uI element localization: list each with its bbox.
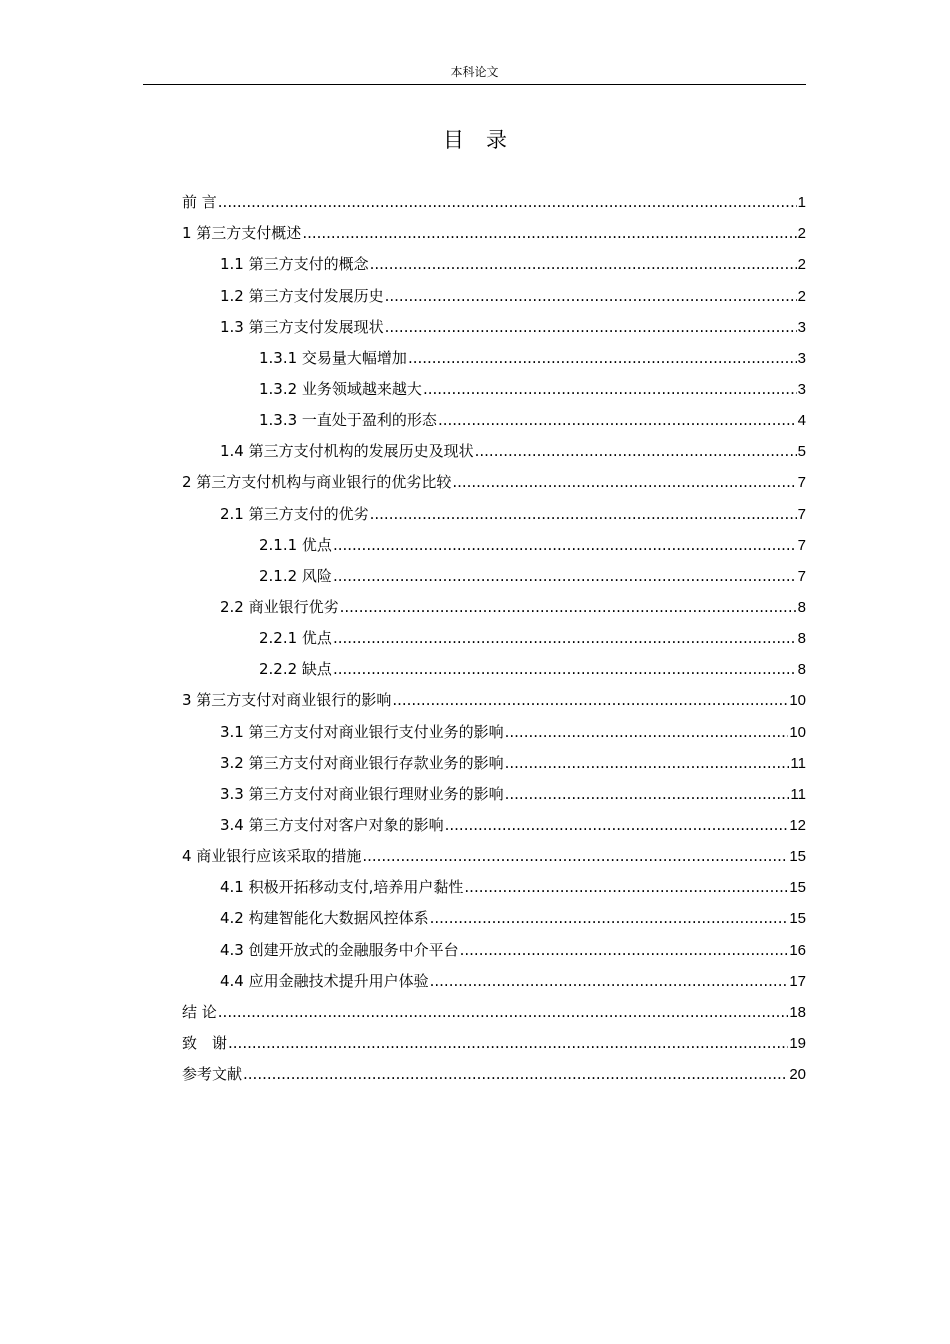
toc-entry[interactable]: [182, 592, 806, 623]
toc-entry-page-number: 8: [797, 598, 806, 616]
toc-entry-label: 1.3.2 业务领域越来越大: [259, 379, 422, 398]
toc-dot-leader: [430, 966, 789, 997]
toc-entry-label: 4.1 积极开拓移动支付,培养用户黏性: [220, 878, 464, 897]
toc-dot-leader: [408, 343, 797, 374]
toc-dot-leader: [228, 1028, 788, 1059]
toc-entry[interactable]: [182, 405, 806, 436]
header-text: 本科论文: [450, 65, 499, 79]
toc-entry-label: 1 第三方支付概述: [182, 224, 302, 243]
toc-entry-page-number: 3: [797, 380, 806, 398]
toc-dot-leader: [340, 592, 797, 623]
toc-entry[interactable]: [182, 997, 806, 1028]
toc-entry-page-number: 1: [797, 194, 806, 212]
toc-entry-page-number: 3: [797, 318, 806, 336]
toc-entry-label: 4.2 构建智能化大数据风控体系: [220, 909, 429, 928]
toc-entry-label: 1.3 第三方支付发展现状: [220, 317, 384, 336]
toc-entry[interactable]: [182, 903, 806, 934]
toc-entry-page-number: 19: [789, 1034, 806, 1052]
toc-dot-leader: [423, 374, 797, 405]
toc-entry-page-number: 20: [789, 1066, 806, 1084]
toc-entry[interactable]: [182, 716, 806, 747]
toc-entry-page-number: 7: [797, 536, 806, 554]
toc-dot-leader: [333, 654, 797, 685]
toc-entry[interactable]: [182, 779, 806, 810]
toc-entry[interactable]: [182, 561, 806, 592]
page-header: [143, 62, 806, 85]
toc-entry[interactable]: [182, 1059, 806, 1090]
toc-entry-label: 3.1 第三方支付对商业银行支付业务的影响: [220, 722, 504, 741]
table-of-contents: [182, 187, 806, 1090]
toc-entry-label: 3 第三方支付对商业银行的影响: [182, 691, 392, 710]
toc-dot-leader: [362, 841, 788, 872]
toc-entry[interactable]: [182, 748, 806, 779]
toc-entry-label: 参考文献: [182, 1065, 243, 1084]
toc-entry-label: 3.4 第三方支付对客户对象的影响: [220, 815, 444, 834]
toc-entry[interactable]: [182, 1028, 806, 1059]
toc-entry-page-number: 15: [789, 848, 806, 866]
toc-entry[interactable]: [182, 467, 806, 498]
toc-dot-leader: [445, 810, 789, 841]
toc-entry-label: 3.2 第三方支付对商业银行存款业务的影响: [220, 753, 504, 772]
toc-entry-label: 4 商业银行应该采取的措施: [182, 847, 362, 866]
toc-entry[interactable]: [182, 312, 806, 343]
toc-entry-label: 1.2 第三方支付发展历史: [220, 286, 384, 305]
toc-entry[interactable]: [182, 934, 806, 965]
toc-entry-page-number: 15: [789, 879, 806, 897]
toc-dot-leader: [385, 281, 797, 312]
toc-entry-page-number: 7: [797, 474, 806, 492]
toc-dot-leader: [475, 436, 797, 467]
toc-entry[interactable]: [182, 374, 806, 405]
toc-dot-leader: [460, 935, 789, 966]
toc-dot-leader: [333, 623, 797, 654]
toc-dot-leader: [505, 717, 789, 748]
toc-entry[interactable]: [182, 966, 806, 997]
toc-entry-page-number: 18: [789, 1003, 806, 1021]
toc-entry-page-number: 12: [789, 816, 806, 834]
toc-entry-label: 2.1.2 风险: [259, 566, 332, 585]
toc-entry[interactable]: [182, 436, 806, 467]
toc-entry[interactable]: [182, 810, 806, 841]
toc-entry-page-number: 15: [789, 910, 806, 928]
toc-dot-leader: [438, 405, 797, 436]
toc-entry-page-number: 10: [789, 723, 806, 741]
toc-entry-label: 2.2 商业银行优劣: [220, 597, 339, 616]
toc-entry-label: 前 言: [182, 193, 217, 212]
toc-entry[interactable]: [182, 872, 806, 903]
toc-dot-leader: [452, 467, 796, 498]
toc-entry[interactable]: [182, 623, 806, 654]
toc-dot-leader: [218, 997, 789, 1028]
toc-entry-label: 2 第三方支付机构与商业银行的优劣比较: [182, 473, 452, 492]
toc-entry-page-number: 2: [797, 287, 806, 305]
toc-entry-page-number: 7: [797, 505, 806, 523]
toc-dot-leader: [333, 561, 797, 592]
toc-entry-page-number: 8: [797, 630, 806, 648]
toc-entry-label: 结 论: [182, 1002, 217, 1021]
toc-entry[interactable]: [182, 249, 806, 280]
toc-entry-page-number: 2: [797, 256, 806, 274]
toc-entry-page-number: 5: [797, 443, 806, 461]
toc-entry-label: 2.1 第三方支付的优劣: [220, 504, 369, 523]
toc-entry-page-number: 8: [797, 661, 806, 679]
toc-dot-leader: [505, 779, 790, 810]
toc-entry[interactable]: [182, 218, 806, 249]
toc-entry-label: 3.3 第三方支付对商业银行理财业务的影响: [220, 784, 504, 803]
toc-entry-label: 4.4 应用金融技术提升用户体验: [220, 971, 429, 990]
toc-dot-leader: [392, 685, 788, 716]
toc-entry-page-number: 11: [790, 785, 806, 803]
toc-dot-leader: [370, 249, 797, 280]
toc-entry[interactable]: [182, 280, 806, 311]
toc-dot-leader: [243, 1059, 788, 1090]
toc-title: 目录: [443, 128, 529, 152]
toc-entry-label: 4.3 创建开放式的金融服务中介平台: [220, 940, 459, 959]
toc-entry-page-number: 11: [790, 754, 806, 772]
toc-dot-leader: [385, 312, 797, 343]
toc-dot-leader: [218, 187, 797, 218]
toc-dot-leader: [302, 218, 796, 249]
toc-entry-page-number: 2: [797, 225, 806, 243]
toc-entry[interactable]: [182, 841, 806, 872]
toc-entry-label: 1.3.1 交易量大幅增加: [259, 348, 407, 367]
toc-entry-page-number: 7: [797, 567, 806, 585]
toc-dot-leader: [370, 499, 797, 530]
toc-entry[interactable]: [182, 343, 806, 374]
toc-entry-page-number: 4: [797, 412, 806, 430]
toc-entry-page-number: 3: [797, 349, 806, 367]
toc-entry[interactable]: [182, 187, 806, 218]
toc-entry-label: 2.2.1 优点: [259, 629, 332, 648]
toc-entry-label: 1.3.3 一直处于盈利的形态: [259, 411, 437, 430]
toc-entry-page-number: 17: [789, 972, 806, 990]
toc-entry-page-number: 16: [789, 941, 806, 959]
toc-entry-label: 1.1 第三方支付的概念: [220, 255, 369, 274]
toc-entry-page-number: 10: [789, 692, 806, 710]
toc-dot-leader: [333, 530, 797, 561]
toc-entry-label: 1.4 第三方支付机构的发展历史及现状: [220, 442, 474, 461]
toc-entry[interactable]: [182, 685, 806, 716]
toc-entry[interactable]: [182, 498, 806, 529]
toc-dot-leader: [430, 903, 789, 934]
toc-entry-label: 2.1.1 优点: [259, 535, 332, 554]
toc-entry-label: 2.2.2 缺点: [259, 660, 332, 679]
toc-entry-label: 致 谢: [182, 1033, 228, 1052]
toc-dot-leader: [464, 872, 788, 903]
toc-entry[interactable]: [182, 530, 806, 561]
toc-dot-leader: [505, 748, 790, 779]
toc-entry[interactable]: [182, 654, 806, 685]
